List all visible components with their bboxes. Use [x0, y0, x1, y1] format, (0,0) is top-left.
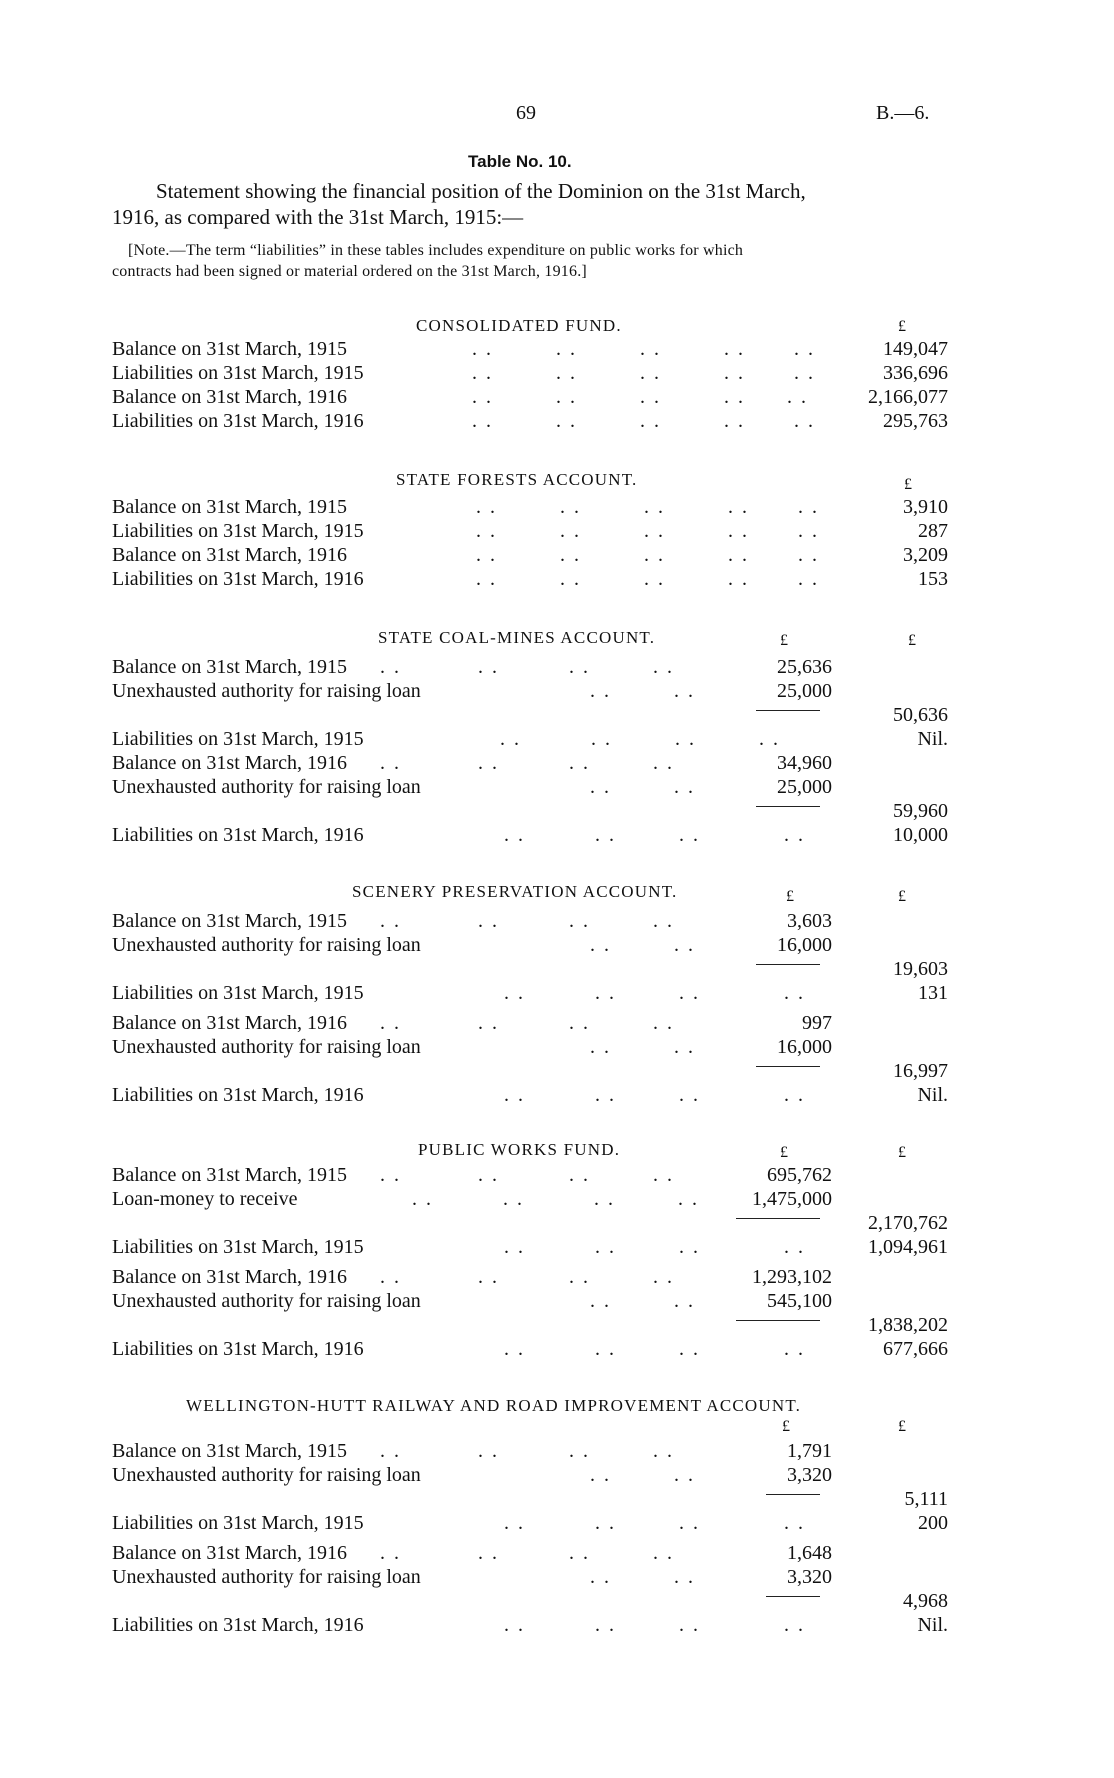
currency-header: £	[780, 1144, 788, 1161]
row-value: 677,666	[883, 1338, 948, 1360]
table-row	[112, 776, 948, 800]
table-row	[112, 386, 948, 410]
leader-dots: . . . . . . . .	[504, 824, 805, 846]
row-value: 545,100	[767, 1290, 832, 1312]
row-label: Balance on 31st March, 1915	[112, 338, 347, 360]
table-row	[112, 1012, 948, 1036]
leader-dots: . . . . . . . .	[500, 728, 780, 750]
row-label: Unexhausted authority for raising loan	[112, 776, 421, 798]
leader-dots: . . . . . . . .	[412, 1188, 699, 1210]
section-heading-state-coal-mines: STATE COAL-MINES ACCOUNT.	[378, 628, 656, 647]
row-label: Balance on 31st March, 1915	[112, 910, 347, 932]
table-row	[112, 910, 948, 934]
table-row	[112, 824, 948, 848]
row-value: 3,910	[903, 496, 948, 518]
row-value: Nil.	[917, 1084, 948, 1106]
intro-line-2: 1916, as compared with the 31st March, 1915:—	[112, 205, 524, 229]
leader-dots: . . . . . . . .	[504, 1512, 805, 1534]
leader-dots: . . . .	[590, 680, 695, 702]
row-value: 34,960	[777, 752, 832, 774]
table-row	[112, 1084, 948, 1108]
subtotal-value: 4,968	[903, 1590, 948, 1612]
table-row	[112, 1236, 948, 1260]
row-value: 131	[918, 982, 948, 1004]
row-label: Balance on 31st March, 1915	[112, 1440, 347, 1462]
currency-header: £	[898, 1418, 906, 1435]
table-row	[112, 1590, 948, 1614]
table-row	[112, 1212, 948, 1236]
section-heading-state-forests: STATE FORESTS ACCOUNT.	[396, 470, 638, 489]
subtotal-value: 1,838,202	[868, 1314, 948, 1336]
page-number: 69	[516, 102, 536, 124]
subtotal-value: 59,960	[893, 800, 948, 822]
leader-dots: . . . . . . . .	[504, 1084, 805, 1106]
row-label: Balance on 31st March, 1916	[112, 386, 347, 408]
leader-dots: . . . . . . . . . .	[472, 362, 815, 384]
table-title: Table No. 10.	[468, 152, 572, 171]
leader-dots: . . . . . . . .	[380, 752, 674, 774]
row-label: Liabilities on 31st March, 1915	[112, 520, 364, 542]
row-value: 287	[918, 520, 948, 542]
row-value: 997	[802, 1012, 832, 1034]
table-row	[112, 934, 948, 958]
row-value: 1,791	[787, 1440, 832, 1462]
row-label: Liabilities on 31st March, 1915	[112, 1512, 364, 1534]
leader-dots: . . . . . . . .	[380, 1542, 674, 1564]
row-value: 295,763	[883, 410, 948, 432]
row-label: Balance on 31st March, 1916	[112, 1266, 347, 1288]
row-value: 10,000	[893, 824, 948, 846]
section-heading-wellington-hutt: WELLINGTON-HUTT RAILWAY AND ROAD IMPROVEMENT ACCOUNT.	[186, 1396, 802, 1415]
leader-dots: . . . . . . . . . .	[472, 386, 808, 408]
table-row	[112, 362, 948, 386]
table-row	[112, 1036, 948, 1060]
note-line-2: contracts had been signed or material ordered on the 31st March, 1916.]	[112, 263, 587, 280]
leader-dots: . . . . . . . .	[380, 1012, 674, 1034]
table-row	[112, 982, 948, 1006]
row-value: 1,648	[787, 1542, 832, 1564]
currency-header: £	[782, 1418, 790, 1435]
table-row	[112, 1188, 948, 1212]
row-label: Balance on 31st March, 1915	[112, 496, 347, 518]
table-row	[112, 520, 948, 544]
row-value: 25,000	[777, 680, 832, 702]
row-value: Nil.	[917, 1614, 948, 1636]
subtotal-value: 2,170,762	[868, 1212, 948, 1234]
leader-dots: . . . . . . . .	[380, 656, 674, 678]
table-row	[112, 1566, 948, 1590]
row-value: 149,047	[883, 338, 948, 360]
table-row	[112, 1290, 948, 1314]
row-label: Liabilities on 31st March, 1916	[112, 1614, 364, 1636]
leader-dots: . . . .	[590, 1464, 695, 1486]
currency-header: £	[786, 888, 794, 905]
subtotal-value: 19,603	[893, 958, 948, 980]
row-label: Liabilities on 31st March, 1916	[112, 1084, 364, 1106]
table-row	[112, 728, 948, 752]
row-label: Liabilities on 31st March, 1916	[112, 824, 364, 846]
currency-header: £	[904, 476, 912, 493]
row-label: Liabilities on 31st March, 1916	[112, 568, 364, 590]
row-value: 336,696	[883, 362, 948, 384]
row-label: Liabilities on 31st March, 1916	[112, 410, 364, 432]
row-value: 3,603	[787, 910, 832, 932]
subtotal-value: 5,111	[904, 1488, 948, 1510]
row-label: Loan-money to receive	[112, 1188, 298, 1210]
document-reference: B.—6.	[876, 102, 930, 124]
row-label: Balance on 31st March, 1916	[112, 752, 347, 774]
row-value: 200	[918, 1512, 948, 1534]
leader-dots: . . . .	[590, 776, 695, 798]
currency-header: £	[898, 888, 906, 905]
row-value: 25,636	[777, 656, 832, 678]
row-label: Liabilities on 31st March, 1915	[112, 362, 364, 384]
table-row	[112, 1266, 948, 1290]
leader-dots: . . . . . . . .	[380, 910, 674, 932]
leader-dots: . . . .	[590, 1566, 695, 1588]
leader-dots: . . . .	[590, 934, 695, 956]
leader-dots: . . . . . . . . . .	[472, 410, 815, 432]
table-row	[112, 704, 948, 728]
leader-dots: . . . .	[590, 1290, 695, 1312]
row-value: 16,000	[777, 1036, 832, 1058]
row-label: Balance on 31st March, 1916	[112, 1542, 347, 1564]
table-row	[112, 338, 948, 362]
section-heading-scenery-preservation: SCENERY PRESERVATION ACCOUNT.	[352, 882, 678, 901]
table-row	[112, 1542, 948, 1566]
row-label: Balance on 31st March, 1915	[112, 656, 347, 678]
row-value: 3,320	[787, 1566, 832, 1588]
row-label: Balance on 31st March, 1916	[112, 544, 347, 566]
note-line-1: [Note.—The term “liabilities” in these tables includes expenditure on public works for which	[128, 242, 744, 259]
table-row	[112, 1338, 948, 1362]
row-label: Liabilities on 31st March, 1915	[112, 982, 364, 1004]
leader-dots: . . . . . . . .	[504, 1338, 805, 1360]
table-row	[112, 800, 948, 824]
table-row	[112, 1512, 948, 1536]
table-row	[112, 680, 948, 704]
row-value: 3,209	[903, 544, 948, 566]
row-label: Unexhausted authority for raising loan	[112, 934, 421, 956]
row-label: Unexhausted authority for raising loan	[112, 1464, 421, 1486]
leader-dots: . . . . . . . .	[504, 1236, 805, 1258]
subtotal-value: 16,997	[893, 1060, 948, 1082]
leader-dots: . . . . . . . .	[504, 982, 805, 1004]
row-label: Unexhausted authority for raising loan	[112, 1036, 421, 1058]
row-value: 1,475,000	[752, 1188, 832, 1210]
leader-dots: . . . .	[590, 1036, 695, 1058]
table-row	[112, 958, 948, 982]
row-label: Liabilities on 31st March, 1915	[112, 728, 364, 750]
leader-dots: . . . . . . . . . .	[476, 496, 819, 518]
row-label: Unexhausted authority for raising loan	[112, 1566, 421, 1588]
leader-dots: . . . . . . . .	[380, 1440, 674, 1462]
row-value: 2,166,077	[868, 386, 948, 408]
currency-header: £	[898, 1144, 906, 1161]
table-row	[112, 1164, 948, 1188]
leader-dots: . . . . . . . . . .	[472, 338, 815, 360]
subtotal-value: 50,636	[893, 704, 948, 726]
row-label: Unexhausted authority for raising loan	[112, 680, 421, 702]
row-label: Liabilities on 31st March, 1916	[112, 1338, 364, 1360]
table-row	[112, 656, 948, 680]
table-row	[112, 568, 948, 592]
table-row	[112, 752, 948, 776]
row-value: 1,094,961	[868, 1236, 948, 1258]
table-row	[112, 1464, 948, 1488]
leader-dots: . . . . . . . .	[380, 1164, 674, 1186]
currency-header: £	[780, 632, 788, 649]
leader-dots: . . . . . . . .	[504, 1614, 805, 1636]
table-row	[112, 1488, 948, 1512]
currency-header: £	[898, 318, 906, 335]
leader-dots: . . . . . . . . . .	[476, 568, 819, 590]
table-row	[112, 410, 948, 434]
row-value: 1,293,102	[752, 1266, 832, 1288]
row-value: 16,000	[777, 934, 832, 956]
table-row	[112, 1440, 948, 1464]
leader-dots: . . . . . . . . . .	[476, 520, 819, 542]
row-label: Balance on 31st March, 1915	[112, 1164, 347, 1186]
section-heading-public-works-fund: PUBLIC WORKS FUND.	[418, 1140, 621, 1159]
row-value: 25,000	[777, 776, 832, 798]
row-label: Balance on 31st March, 1916	[112, 1012, 347, 1034]
section-heading-consolidated-fund: CONSOLIDATED FUND.	[416, 316, 622, 335]
row-value: 3,320	[787, 1464, 832, 1486]
row-label: Unexhausted authority for raising loan	[112, 1290, 421, 1312]
table-row	[112, 496, 948, 520]
table-row	[112, 1060, 948, 1084]
leader-dots: . . . . . . . . . .	[476, 544, 819, 566]
row-value: 695,762	[767, 1164, 832, 1186]
currency-header: £	[908, 632, 916, 649]
row-value: 153	[918, 568, 948, 590]
intro-line-1: Statement showing the financial position of the Dominion on the 31st March,	[156, 179, 806, 203]
table-row	[112, 544, 948, 568]
table-row	[112, 1614, 948, 1638]
table-row	[112, 1314, 948, 1338]
row-label: Liabilities on 31st March, 1915	[112, 1236, 364, 1258]
leader-dots: . . . . . . . .	[380, 1266, 674, 1288]
row-value: Nil.	[917, 728, 948, 750]
